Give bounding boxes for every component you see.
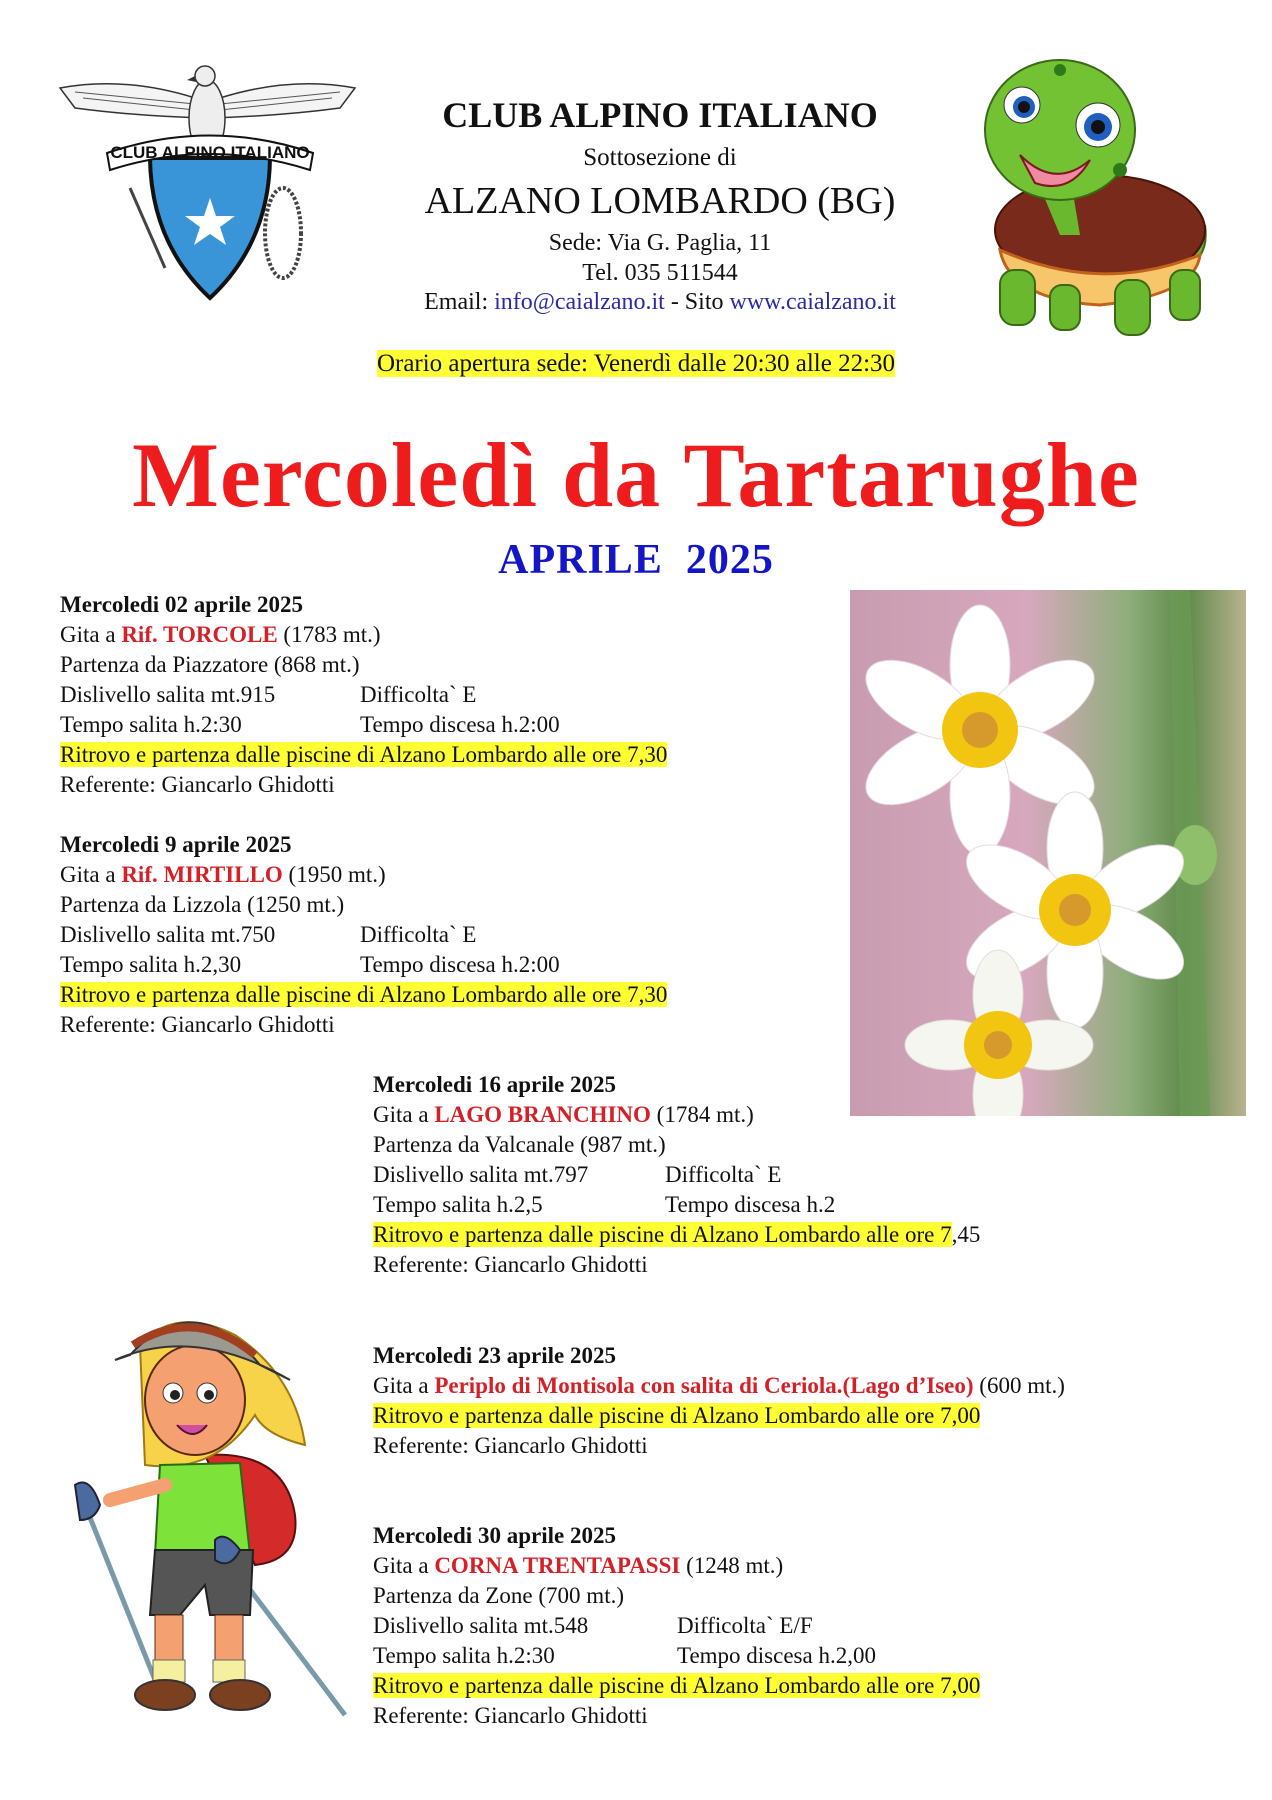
address: Sede: Via G. Paglia, 11 (548, 230, 772, 256)
event-ascent: Dislivello salita mt.915 (60, 682, 276, 707)
event-destination-line (373, 1371, 1065, 1401)
event-meeting (373, 1220, 980, 1250)
gita-prefix: Gita a (60, 622, 122, 647)
event-time-up: Tempo salita h.2:30 (60, 712, 242, 737)
event-meeting (373, 1401, 1065, 1431)
event-time-down: Tempo discesa h.2:00 (360, 712, 560, 737)
gita-prefix: Gita a (373, 1553, 435, 1578)
flower-photo (850, 590, 1246, 1116)
event-start: Partenza da Valcanale (987 mt.) (373, 1132, 666, 1157)
turtle-icon (960, 55, 1220, 340)
event-time-up: Tempo salita h.2,5 (373, 1192, 543, 1217)
event-destination: LAGO BRANCHINO (434, 1102, 651, 1127)
event-referent: Referente: Giancarlo Ghidotti (373, 1252, 648, 1277)
event-referent: Referente: Giancarlo Ghidotti (373, 1703, 648, 1728)
email-label: Email: (424, 289, 495, 315)
event-meeting (60, 980, 667, 1010)
section-city: ALZANO LOMBARDO (BG) (424, 180, 896, 222)
subsection-label: Sottosezione di (583, 144, 737, 171)
meeting-highlight: Ritrovo e partenza dalle piscine di Alzano Lombardo alle ore 7,00 (373, 1673, 981, 1698)
event-time-up: Tempo salita h.2:30 (373, 1643, 555, 1668)
cai-logo (55, 58, 360, 308)
event-date: Mercoledi 30 aprile 2025 (373, 1523, 616, 1548)
phone: Tel. 035 511544 (582, 260, 738, 286)
event-referent: Referente: Giancarlo Ghidotti (373, 1433, 648, 1458)
event-destination: Rif. MIRTILLO (121, 862, 283, 887)
event-destination: Rif. TORCOLE (121, 622, 278, 647)
meeting-highlight: Ritrovo e partenza dalle piscine di Alzano Lombardo alle ore 7 (373, 1222, 952, 1247)
event-difficulty: Difficolta` E (360, 682, 477, 707)
event-start: Partenza da Piazzatore (868 mt.) (60, 652, 360, 677)
turtle-mascot (960, 55, 1220, 340)
event-item (373, 1070, 980, 1280)
hiker-illustration (55, 1285, 365, 1725)
event-destination: CORNA TRENTAPASSI (434, 1553, 681, 1578)
event-altitude: (1248 mt.) (680, 1553, 784, 1578)
site-label: - Sito (664, 289, 730, 315)
event-destination: Periplo di Montisola con salita di Ceriola.(Lago d’Iseo) (434, 1373, 974, 1398)
event-difficulty: Difficolta` E (665, 1162, 782, 1187)
event-difficulty: Difficolta` E (360, 922, 477, 947)
narcissus-flower-icon (850, 590, 1246, 1116)
event-date: Mercoledi 23 aprile 2025 (373, 1343, 616, 1368)
event-destination-line (373, 1551, 980, 1581)
event-date: Mercoledi 16 aprile 2025 (373, 1072, 616, 1097)
event-ascent: Dislivello salita mt.548 (373, 1613, 589, 1638)
event-time-up: Tempo salita h.2,30 (60, 952, 242, 977)
svg-text:CLUB ALPINO ITALIANO: CLUB ALPINO ITALIANO (110, 143, 310, 162)
meeting-highlight: Ritrovo e partenza dalle piscine di Alzano Lombardo alle ore 7,00 (373, 1403, 981, 1428)
month-label: APRILE 2025 (498, 537, 774, 583)
meeting-tail: ,45 (951, 1222, 981, 1247)
event-start: Partenza da Zone (700 mt.) (373, 1583, 624, 1608)
event-item (373, 1521, 980, 1731)
site-link[interactable]: www.caialzano.it (729, 289, 896, 315)
event-item (60, 830, 667, 1040)
event-ascent: Dislivello salita mt.797 (373, 1162, 589, 1187)
event-date: Mercoledi 02 aprile 2025 (60, 592, 303, 617)
event-difficulty: Difficolta` E/F (677, 1613, 813, 1638)
meeting-highlight: Ritrovo e partenza dalle piscine di Alzano Lombardo alle ore 7,30 (60, 742, 668, 767)
page-title: Mercoledì da Tartarughe (132, 424, 1140, 526)
opening-hours-text: Orario apertura sede: Venerdì dalle 20:30 alle 22:30 (376, 350, 896, 377)
gita-prefix: Gita a (373, 1373, 435, 1398)
event-item (373, 1341, 1065, 1461)
contact-line (380, 287, 940, 317)
cai-eagle-shield-icon (55, 58, 360, 308)
event-time-down: Tempo discesa h.2,00 (677, 1643, 876, 1668)
event-time-down: Tempo discesa h.2 (665, 1192, 836, 1217)
event-meeting (60, 740, 667, 770)
meeting-highlight: Ritrovo e partenza dalle piscine di Alzano Lombardo alle ore 7,30 (60, 982, 668, 1007)
event-altitude: (1783 mt.) (277, 622, 381, 647)
event-time-down: Tempo discesa h.2:00 (360, 952, 560, 977)
email-link[interactable]: info@caialzano.it (494, 289, 665, 315)
event-referent: Referente: Giancarlo Ghidotti (60, 1012, 335, 1037)
event-altitude: (600 mt.) (973, 1373, 1065, 1398)
event-destination-line (373, 1100, 980, 1130)
event-meeting (373, 1671, 980, 1701)
girl-hiker-icon (55, 1285, 365, 1725)
opening-hours (0, 349, 1272, 379)
month-subtitle (0, 535, 1272, 585)
event-date: Mercoledi 9 aprile 2025 (60, 832, 292, 857)
event-ascent: Dislivello salita mt.750 (60, 922, 276, 947)
event-referent: Referente: Giancarlo Ghidotti (60, 772, 335, 797)
event-item (60, 590, 667, 800)
club-name: CLUB ALPINO ITALIANO (442, 95, 878, 135)
gita-prefix: Gita a (373, 1102, 435, 1127)
gita-prefix: Gita a (60, 862, 122, 887)
event-destination-line (60, 860, 667, 890)
event-altitude: (1950 mt.) (282, 862, 386, 887)
event-start: Partenza da Lizzola (1250 mt.) (60, 892, 345, 917)
event-destination-line (60, 620, 667, 650)
event-altitude: (1784 mt.) (650, 1102, 754, 1127)
